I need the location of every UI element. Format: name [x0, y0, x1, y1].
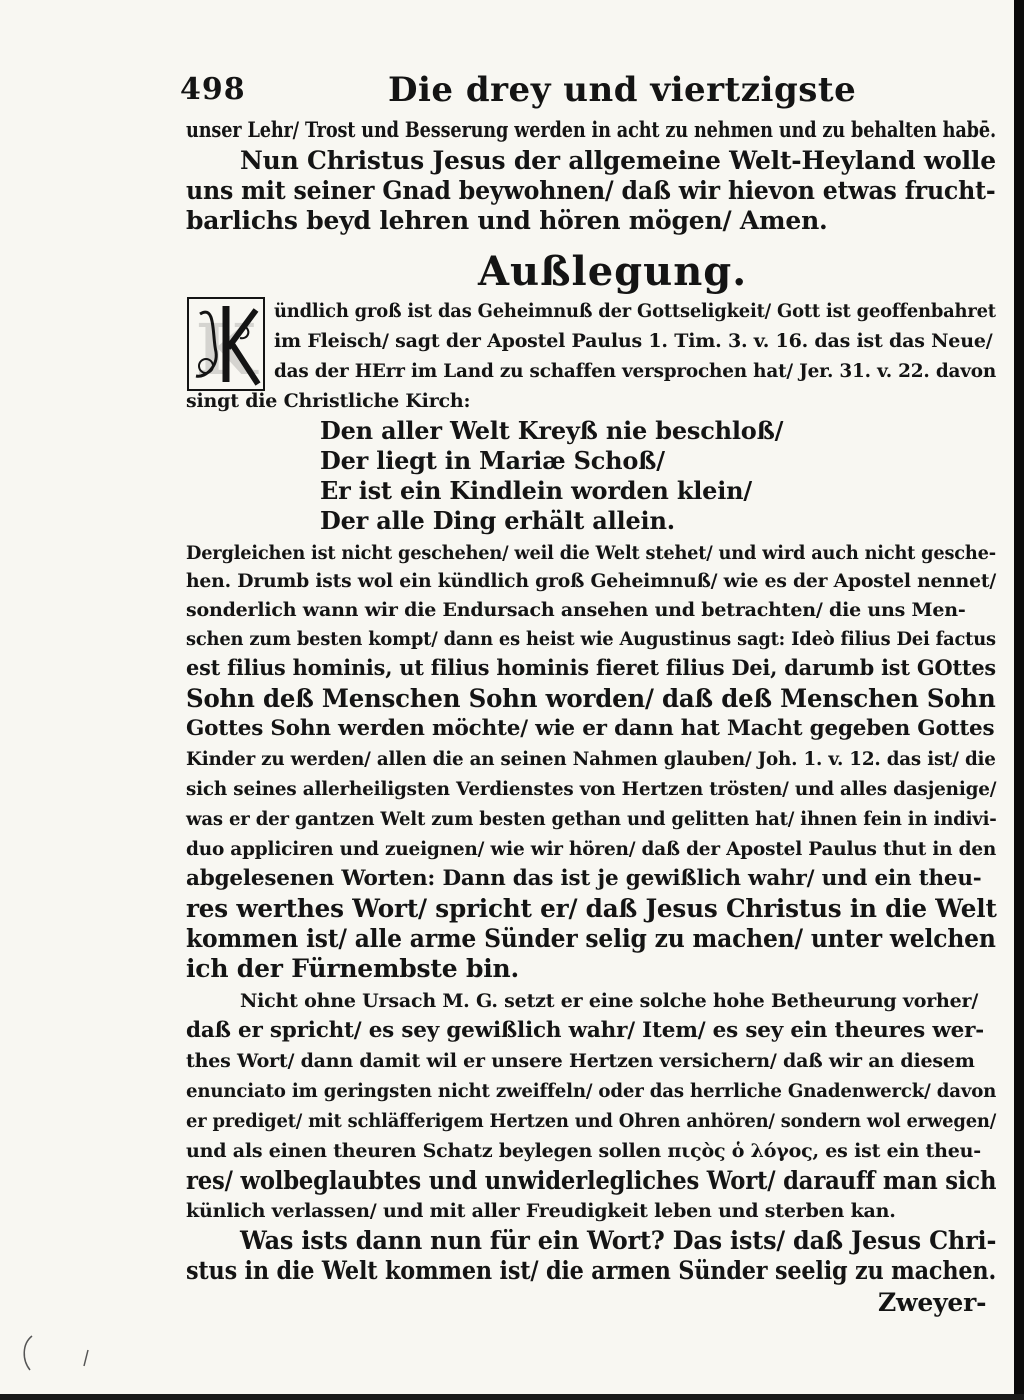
paragraph-first-line: Nun Christus Jesus der allgemeine Welt-Heyland wolle	[240, 146, 996, 175]
text-line: künlich verlassen/ und mit aller Freudigkeit leben und sterben kan.	[186, 1200, 896, 1222]
text-line: sonderlich wann wir die Endursach ansehen und betrachten/ die uns Men-	[186, 599, 966, 621]
text-line: thes Wort/ dann damit wil er unsere Hertzen versichern/ daß wir an diesem	[186, 1050, 975, 1072]
text-line: singt die Christliche Kirch:	[186, 390, 471, 412]
text-line: sich seines allerheiligsten Verdienstes von Hertzen trösten/ und alles dasjenige/	[186, 778, 997, 800]
verse-line: Er ist ein Kindlein worden klein/	[320, 476, 752, 505]
text-line: kommen ist/ alle arme Sünder selig zu machen/ unter welchen	[186, 924, 996, 953]
text-line: das der HErr im Land zu schaffen versprochen hat/ Jer. 31. v. 22. davon	[274, 360, 997, 382]
section-heading: Außlegung.	[478, 248, 748, 295]
text-line: daß er spricht/ es sey gewißlich wahr/ Item/ es sey ein theures wer-	[186, 1018, 984, 1043]
text-line: Gottes Sohn werden möchte/ wie er dann hat Macht gegeben Gottes	[186, 716, 995, 741]
scan-border-bottom	[0, 1394, 1024, 1400]
text-line: Dergleichen ist nicht geschehen/ weil die Welt stehet/ und wird auch nicht gesche-	[186, 542, 996, 564]
text-line: was er der gantzen Welt zum besten gethan und gelitten hat/ ihnen fein in indivi-	[186, 808, 997, 830]
text-line: stus in die Welt kommen ist/ die armen Sünder seelig zu machen.	[186, 1256, 997, 1285]
text-line: und als einen theuren Schatz beylegen sollen πιςὸς ὁ λόγος, es ist ein theu-	[186, 1140, 981, 1162]
text-line: duo appliciren und zueignen/ wie wir hören/ daß der Apostel Paulus thut in den	[186, 838, 997, 860]
page-number: 498	[180, 72, 246, 107]
paragraph-first-line: Was ists dann nun für ein Wort? Das ists/ daß Jesus Chri-	[240, 1226, 997, 1255]
text-line: abgelesenen Worten: Dann das ist je gewißlich wahr/ und ein theu-	[186, 866, 982, 891]
page-header	[180, 70, 980, 116]
scan-border-right	[1014, 0, 1024, 1400]
text-line: uns mit seiner Gnad beywohnen/ daß wir hievon etwas frucht-	[186, 176, 996, 205]
text-line: ich der Fürnembste bin.	[186, 954, 520, 983]
text-line: schen zum besten kompt/ dann es heist wie Augustinus sagt: Ideò filius Dei factus	[186, 628, 996, 650]
decorated-initial	[186, 296, 266, 392]
paragraph-first-line: Nicht ohne Ursach M. G. setzt er eine solche hohe Betheurung vorher/	[240, 990, 979, 1012]
text-line: hen. Drumb ists wol ein kündlich groß Geheimnuß/ wie es der Apostel nennet/	[186, 570, 996, 592]
text-line: im Fleisch/ sagt der Apostel Paulus 1. Tim. 3. v. 16. das ist das Neue/	[274, 330, 993, 352]
initial-letter: K	[195, 308, 257, 391]
running-title: Die drey und viertzigste	[388, 70, 857, 110]
text-line: res werthes Wort/ spricht er/ daß Jesus Christus in die Welt	[186, 894, 997, 923]
text-line: barlichs beyd lehren und hören mögen/ Amen.	[186, 206, 828, 235]
text-line: ündlich groß ist das Geheimnuß der Gottseligkeit/ Gott ist geoffenbahret	[274, 300, 996, 322]
text-line: er prediget/ mit schläfferigem Hertzen und Ohren anhören/ sondern wol erwegen/	[186, 1110, 997, 1132]
text-line: enunciato im geringsten nicht zweiffeln/ oder das herrliche Gnadenwerck/ davon	[186, 1080, 997, 1102]
verse-line: Den aller Welt Kreyß nie beschloß/	[320, 416, 784, 445]
scan-smudge-marks	[14, 1330, 104, 1380]
catchword: Zweyer-	[878, 1288, 987, 1317]
text-line: unser Lehr/ Trost und Besserung werden in acht zu nehmen und zu behalten habē.	[186, 118, 996, 143]
text-line: est filius hominis, ut filius hominis fieret filius Dei, darumb ist GOttes	[186, 656, 996, 681]
text-line: res/ wolbeglaubtes und unwiderlegliches Wort/ darauff man sich	[186, 1166, 997, 1195]
verse-line: Der alle Ding erhält allein.	[320, 506, 675, 535]
verse-line: Der liegt in Mariæ Schoß/	[320, 446, 665, 475]
text-line: Sohn deß Menschen Sohn worden/ daß deß Menschen Sohn	[186, 684, 996, 713]
text-line: Kinder zu werden/ allen die an seinen Nahmen glauben/ Joh. 1. v. 12. das ist/ die	[186, 748, 996, 770]
